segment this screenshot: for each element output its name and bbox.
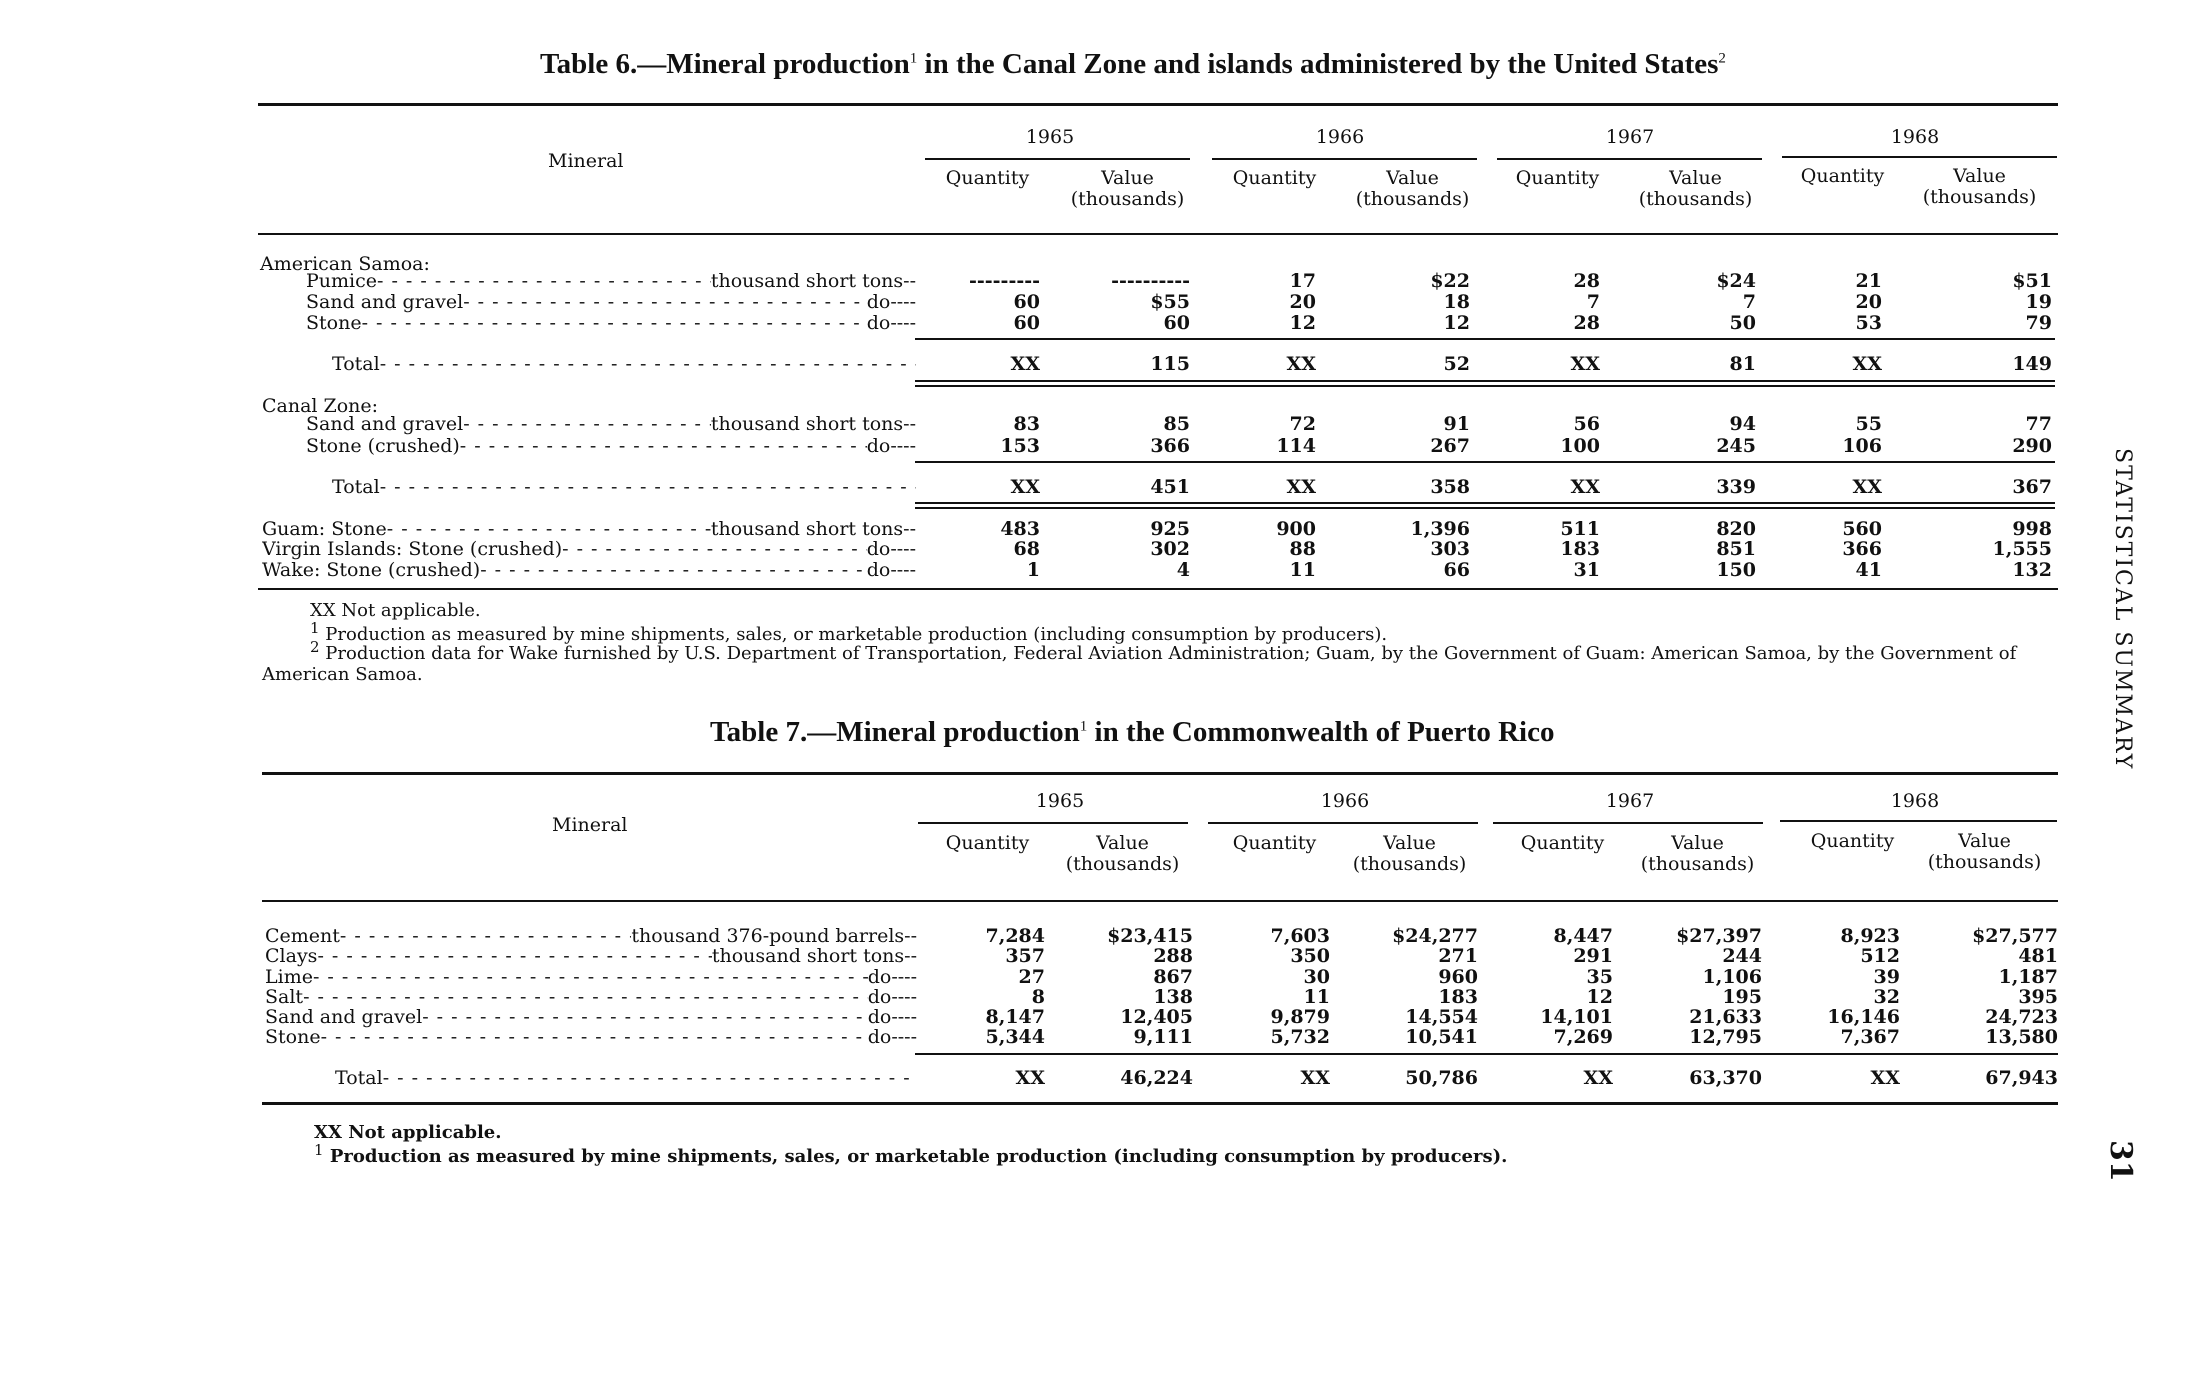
table7-row-cell: 5,344	[985, 1026, 1045, 1048]
table6-sand-gravel-cell: 7	[1586, 291, 1600, 313]
table6-quantity-header-1965: Quantity	[945, 167, 1030, 189]
table6-top-rule	[258, 103, 2058, 106]
table7-quantity-header-1965: Quantity	[945, 832, 1030, 854]
table7-row-cell: 7,603	[1270, 925, 1330, 947]
table6-sand-gravel-cell: 18	[1443, 291, 1470, 313]
table7-year-1968: 1968	[1890, 790, 1940, 812]
table7-total-cell: XX	[1870, 1067, 1900, 1089]
table6-pumice-cell: $51	[2012, 270, 2052, 292]
table6-cz-total-cell: XX	[1286, 476, 1316, 498]
table7-row-cell: 512	[1860, 945, 1900, 967]
table7-row-cell: 30	[1303, 966, 1330, 988]
table7-total-cell: XX	[1583, 1067, 1613, 1089]
table6-guam-cell: 925	[1150, 518, 1190, 540]
table6-stone-cell: 50	[1729, 312, 1756, 334]
table7-row-cell: 8,447	[1553, 925, 1613, 947]
table6-cz-sand-gravel-cell: 77	[2025, 413, 2052, 435]
table7-total-rule	[915, 1053, 2058, 1055]
table7-row-cell: 357	[1005, 945, 1045, 967]
table7-row-cell: 14,101	[1540, 1006, 1613, 1028]
table6-virgin-islands-cell: 68	[1013, 538, 1040, 560]
table6-cz-stone-cell: 290	[2012, 435, 2052, 457]
table6-wake-cell: 41	[1855, 559, 1882, 581]
table6-wake-cell: 66	[1443, 559, 1470, 581]
table6-stone-cell: 53	[1855, 312, 1882, 334]
table7-year-underline-1966	[1208, 822, 1478, 824]
table6-virgin-islands-cell: 302	[1150, 538, 1190, 560]
table7-row-cell: 138	[1153, 986, 1193, 1008]
table6-group-canal-zone: Canal Zone:	[262, 395, 379, 417]
table6-value-header-1967: Value (thousands)	[1638, 167, 1753, 210]
table6-sand-gravel-cell: $55	[1150, 291, 1190, 313]
table6-row-label: Pumice - - - thousand short tons --	[306, 271, 916, 292]
table6-cz-stone-cell: 153	[1000, 435, 1040, 457]
table6-year-1968: 1968	[1890, 126, 1940, 148]
table7-row-cell: 12,405	[1120, 1006, 1193, 1028]
table7-row-cell: 27	[1018, 966, 1045, 988]
table7-row-cell: 35	[1586, 966, 1613, 988]
table7-quantity-header-1966: Quantity	[1232, 832, 1317, 854]
table6-pumice-cell: 17	[1289, 270, 1316, 292]
table7-year-1965: 1965	[1035, 790, 1085, 812]
table7-row-cell: 183	[1438, 986, 1478, 1008]
table6-total-rule	[915, 461, 2055, 463]
table7-row-cell: 867	[1153, 966, 1193, 988]
table7-row-cell: 8,923	[1840, 925, 1900, 947]
table6-sand-gravel-cell: 60	[1013, 291, 1040, 313]
table6-year-1966: 1966	[1315, 126, 1365, 148]
table6-note-1: $^1$ Production as measured by mine shipments, sales, or marketable production (including consumption by producers).	[310, 619, 1388, 645]
table6-total-cell: 52	[1443, 353, 1470, 375]
table6-row-label: Sand and gravel - - - thousand short tons --	[306, 414, 916, 435]
table6-cz-total-cell: XX	[1852, 476, 1882, 498]
table6-pumice-cell: 21	[1855, 270, 1882, 292]
table6-cz-stone-cell: 366	[1150, 435, 1190, 457]
table7-quantity-header-1968: Quantity	[1810, 830, 1895, 852]
table6-guam-cell: 511	[1560, 518, 1600, 540]
table7-total-cell: 50,786	[1405, 1067, 1478, 1089]
table6-cz-stone-cell: 267	[1430, 435, 1470, 457]
table6-pumice-cell: $24	[1716, 270, 1756, 292]
table6-cz-stone-cell: 245	[1716, 435, 1756, 457]
table7-mineral-header: Mineral	[552, 814, 628, 836]
table7-total-cell: 46,224	[1120, 1067, 1193, 1089]
table6-sand-gravel-cell: 7	[1742, 291, 1756, 313]
table7-row-cell: 7,284	[985, 925, 1045, 947]
table6-cz-sand-gravel-cell: 83	[1013, 413, 1040, 435]
table6-pumice-cell: 28	[1573, 270, 1600, 292]
table7-row-cell: 291	[1573, 945, 1613, 967]
table6-virgin-islands-cell: 851	[1716, 538, 1756, 560]
table6-value-header-1968: Value (thousands)	[1922, 165, 2037, 208]
table6-row-label: Stone - - - do ----	[306, 313, 916, 334]
table6-row-label: Virgin Islands: Stone (crushed) - - - do ----	[262, 539, 916, 560]
table6-year-1967: 1967	[1605, 126, 1655, 148]
table7-title: Table 7.—Mineral production$^1$ in the Commonwealth of Puerto Rico	[710, 716, 1555, 748]
table7-row-cell: 39	[1873, 966, 1900, 988]
table6-sand-gravel-cell: 19	[2025, 291, 2052, 313]
table6-cz-sand-gravel-cell: 91	[1443, 413, 1470, 435]
table6-cz-total-cell: 339	[1716, 476, 1756, 498]
table6-year-underline-1965	[925, 158, 1190, 160]
table6-virgin-islands-cell: 366	[1842, 538, 1882, 560]
table6-year-underline-1967	[1497, 158, 1762, 160]
table6-guam-cell: 1,396	[1410, 518, 1470, 540]
table6-virgin-islands-cell: 88	[1289, 538, 1316, 560]
table6-guam-cell: 900	[1276, 518, 1316, 540]
table6-group-american-samoa: American Samoa:	[260, 253, 430, 275]
table6-stone-cell: 12	[1443, 312, 1470, 334]
table7-year-1967: 1967	[1605, 790, 1655, 812]
table7-row-cell: 16,146	[1827, 1006, 1900, 1028]
table6-value-header-1966: Value (thousands)	[1355, 167, 1470, 210]
table6-stone-cell: 28	[1573, 312, 1600, 334]
table6-pumice-cell: ---------	[969, 270, 1040, 292]
table6-double-rule	[915, 380, 2055, 382]
table6-cz-sand-gravel-cell: 72	[1289, 413, 1316, 435]
table6-total-cell: XX	[1852, 353, 1882, 375]
table7-total-cell: XX	[1300, 1067, 1330, 1089]
table6-cz-total-cell: 367	[2012, 476, 2052, 498]
table6-value-header-1965: Value (thousands)	[1070, 167, 1185, 210]
table6-cz-sand-gravel-cell: 56	[1573, 413, 1600, 435]
table7-total-label: Total - - -	[335, 1068, 917, 1089]
table7-row-cell: 5,732	[1270, 1026, 1330, 1048]
table7-row-cell: 8,147	[985, 1006, 1045, 1028]
table6-double-rule	[915, 507, 2055, 509]
table7-row-cell: 12	[1586, 986, 1613, 1008]
table6-wake-cell: 1	[1026, 559, 1040, 581]
table6-stone-cell: 79	[2025, 312, 2052, 334]
table6-wake-cell: 31	[1573, 559, 1600, 581]
table6-stone-cell: 60	[1163, 312, 1190, 334]
table7-row-cell: 195	[1722, 986, 1762, 1008]
table6-cz-stone-cell: 106	[1842, 435, 1882, 457]
table7-value-header-1967: Value (thousands)	[1640, 832, 1755, 875]
table6-total-cell: 115	[1150, 353, 1190, 375]
table7-row-label: Salt - - - do ----	[265, 987, 917, 1008]
table7-row-label: Stone - - - do ----	[265, 1027, 917, 1048]
table7-year-underline-1967	[1493, 822, 1763, 824]
table7-bottom-rule	[262, 1102, 2058, 1105]
table6-row-label: Wake: Stone (crushed) - - - do ----	[262, 560, 916, 581]
table7-row-cell: 350	[1290, 945, 1330, 967]
table7-header-rule	[262, 900, 2058, 902]
table6-guam-cell: 560	[1842, 518, 1882, 540]
table6-total-label: Total - - -	[332, 477, 916, 498]
table7-row-cell: 32	[1873, 986, 1900, 1008]
table6-note-xx: XX Not applicable.	[310, 600, 481, 621]
table7-row-cell: $23,415	[1107, 925, 1193, 947]
table7-quantity-header-1967: Quantity	[1520, 832, 1605, 854]
table7-row-cell: $27,397	[1676, 925, 1762, 947]
table6-sand-gravel-cell: 20	[1289, 291, 1316, 313]
table6-stone-cell: 12	[1289, 312, 1316, 334]
table7-row-cell: 8	[1031, 986, 1045, 1008]
table7-row-cell: 1,106	[1702, 966, 1762, 988]
table6-quantity-header-1968: Quantity	[1800, 165, 1885, 187]
table7-row-label: Sand and gravel - - - do ----	[265, 1007, 917, 1028]
table6-virgin-islands-cell: 1,555	[1992, 538, 2052, 560]
table6-note-2: $^2$ Production data for Wake furnished by U.S. Department of Transportation, Federal Aviation Administration; Guam, by the Government of Guam: American Samoa, by the Government of American Samoa.	[262, 638, 2017, 685]
table6-guam-cell: 483	[1000, 518, 1040, 540]
table6-cz-stone-cell: 100	[1560, 435, 1600, 457]
table6-row-label: Stone (crushed) - - - do ----	[306, 436, 916, 457]
table7-row-cell: 12,795	[1689, 1026, 1762, 1048]
table6-cz-sand-gravel-cell: 94	[1729, 413, 1756, 435]
table6-cz-sand-gravel-cell: 85	[1163, 413, 1190, 435]
page-number: 31	[2103, 1140, 2138, 1182]
table6-cz-stone-cell: 114	[1276, 435, 1316, 457]
table6-virgin-islands-cell: 183	[1560, 538, 1600, 560]
table6-row-label: Guam: Stone - - - thousand short tons --	[262, 519, 916, 540]
table7-row-cell: 11	[1303, 986, 1330, 1008]
table6-header-rule	[258, 233, 2058, 235]
table6-double-rule	[915, 385, 2055, 387]
table6-cz-sand-gravel-cell: 55	[1855, 413, 1882, 435]
table6-cz-total-cell: 358	[1430, 476, 1470, 498]
table6-guam-cell: 820	[1716, 518, 1756, 540]
table6-total-cell: XX	[1286, 353, 1316, 375]
table6-total-cell: XX	[1010, 353, 1040, 375]
table7-row-cell: 9,111	[1133, 1026, 1193, 1048]
table6-bottom-rule	[258, 588, 2058, 590]
table6-year-1965: 1965	[1025, 126, 1075, 148]
table7-value-header-1968: Value (thousands)	[1927, 830, 2042, 873]
table7-row-label: Lime - - - do ----	[265, 967, 917, 988]
table7-year-underline-1968	[1780, 820, 2057, 822]
table7-year-underline-1965	[918, 822, 1188, 824]
table7-row-cell: 14,554	[1405, 1006, 1478, 1028]
table7-row-label: Cement - - - thousand 376-pound barrels --	[265, 926, 917, 947]
table6-stone-cell: 60	[1013, 312, 1040, 334]
table6-wake-cell: 132	[2012, 559, 2052, 581]
table7-row-label: Clays - - - thousand short tons --	[265, 946, 917, 967]
table7-row-cell: 7,269	[1553, 1026, 1613, 1048]
table7-row-cell: 9,879	[1270, 1006, 1330, 1028]
table7-row-cell: 481	[2018, 945, 2058, 967]
table7-row-cell: 13,580	[1985, 1026, 2058, 1048]
table7-year-1966: 1966	[1320, 790, 1370, 812]
table6-cz-total-cell: XX	[1570, 476, 1600, 498]
table6-total-label: Total - - -	[332, 354, 916, 375]
table7-row-cell: 1,187	[1998, 966, 2058, 988]
table6-title: Table 6.—Mineral production$^1$ in the Canal Zone and islands administered by the United States$^2$	[540, 48, 1726, 80]
table6-quantity-header-1967: Quantity	[1515, 167, 1600, 189]
table7-row-cell: $24,277	[1392, 925, 1478, 947]
table7-total-cell: 63,370	[1689, 1067, 1762, 1089]
table7-row-cell: 10,541	[1405, 1026, 1478, 1048]
table6-total-rule	[915, 338, 2055, 340]
table6-wake-cell: 4	[1176, 559, 1190, 581]
table6-year-underline-1968	[1782, 156, 2057, 158]
table7-row-cell: 7,367	[1840, 1026, 1900, 1048]
table7-top-rule	[262, 772, 2058, 775]
table6-pumice-cell: $22	[1430, 270, 1470, 292]
table6-guam-cell: 998	[2012, 518, 2052, 540]
table6-quantity-header-1966: Quantity	[1232, 167, 1317, 189]
table6-cz-total-cell: XX	[1010, 476, 1040, 498]
table7-row-cell: 271	[1438, 945, 1478, 967]
table6-virgin-islands-cell: 303	[1430, 538, 1470, 560]
table6-row-label: Sand and gravel - - - do ----	[306, 292, 916, 313]
table7-row-cell: 288	[1153, 945, 1193, 967]
table6-cz-total-cell: 451	[1150, 476, 1190, 498]
table7-row-cell: 24,723	[1985, 1006, 2058, 1028]
table7-total-cell: XX	[1015, 1067, 1045, 1089]
table7-row-cell: 21,633	[1689, 1006, 1762, 1028]
table7-value-header-1966: Value (thousands)	[1352, 832, 1467, 875]
table6-total-cell: XX	[1570, 353, 1600, 375]
table6-sand-gravel-cell: 20	[1855, 291, 1882, 313]
table6-year-underline-1966	[1212, 158, 1477, 160]
table7-total-cell: 67,943	[1985, 1067, 2058, 1089]
table7-row-cell: 960	[1438, 966, 1478, 988]
table6-total-cell: 81	[1729, 353, 1756, 375]
table7-note-xx: XX Not applicable.	[314, 1122, 502, 1143]
table6-wake-cell: 150	[1716, 559, 1756, 581]
table7-row-cell: $27,577	[1972, 925, 2058, 947]
table6-wake-cell: 11	[1289, 559, 1316, 581]
side-running-header: STATISTICAL SUMMARY	[2110, 448, 2135, 771]
table7-row-cell: 395	[2018, 986, 2058, 1008]
table7-note-1: $^1$ Production as measured by mine shipments, sales, or marketable production (including consumption by producers).	[314, 1141, 1508, 1167]
table6-mineral-header: Mineral	[548, 150, 624, 172]
table7-value-header-1965: Value (thousands)	[1065, 832, 1180, 875]
table7-row-cell: 244	[1722, 945, 1762, 967]
table6-total-cell: 149	[2012, 353, 2052, 375]
table6-pumice-cell: ----------	[1111, 270, 1190, 292]
table6-double-rule	[915, 502, 2055, 504]
